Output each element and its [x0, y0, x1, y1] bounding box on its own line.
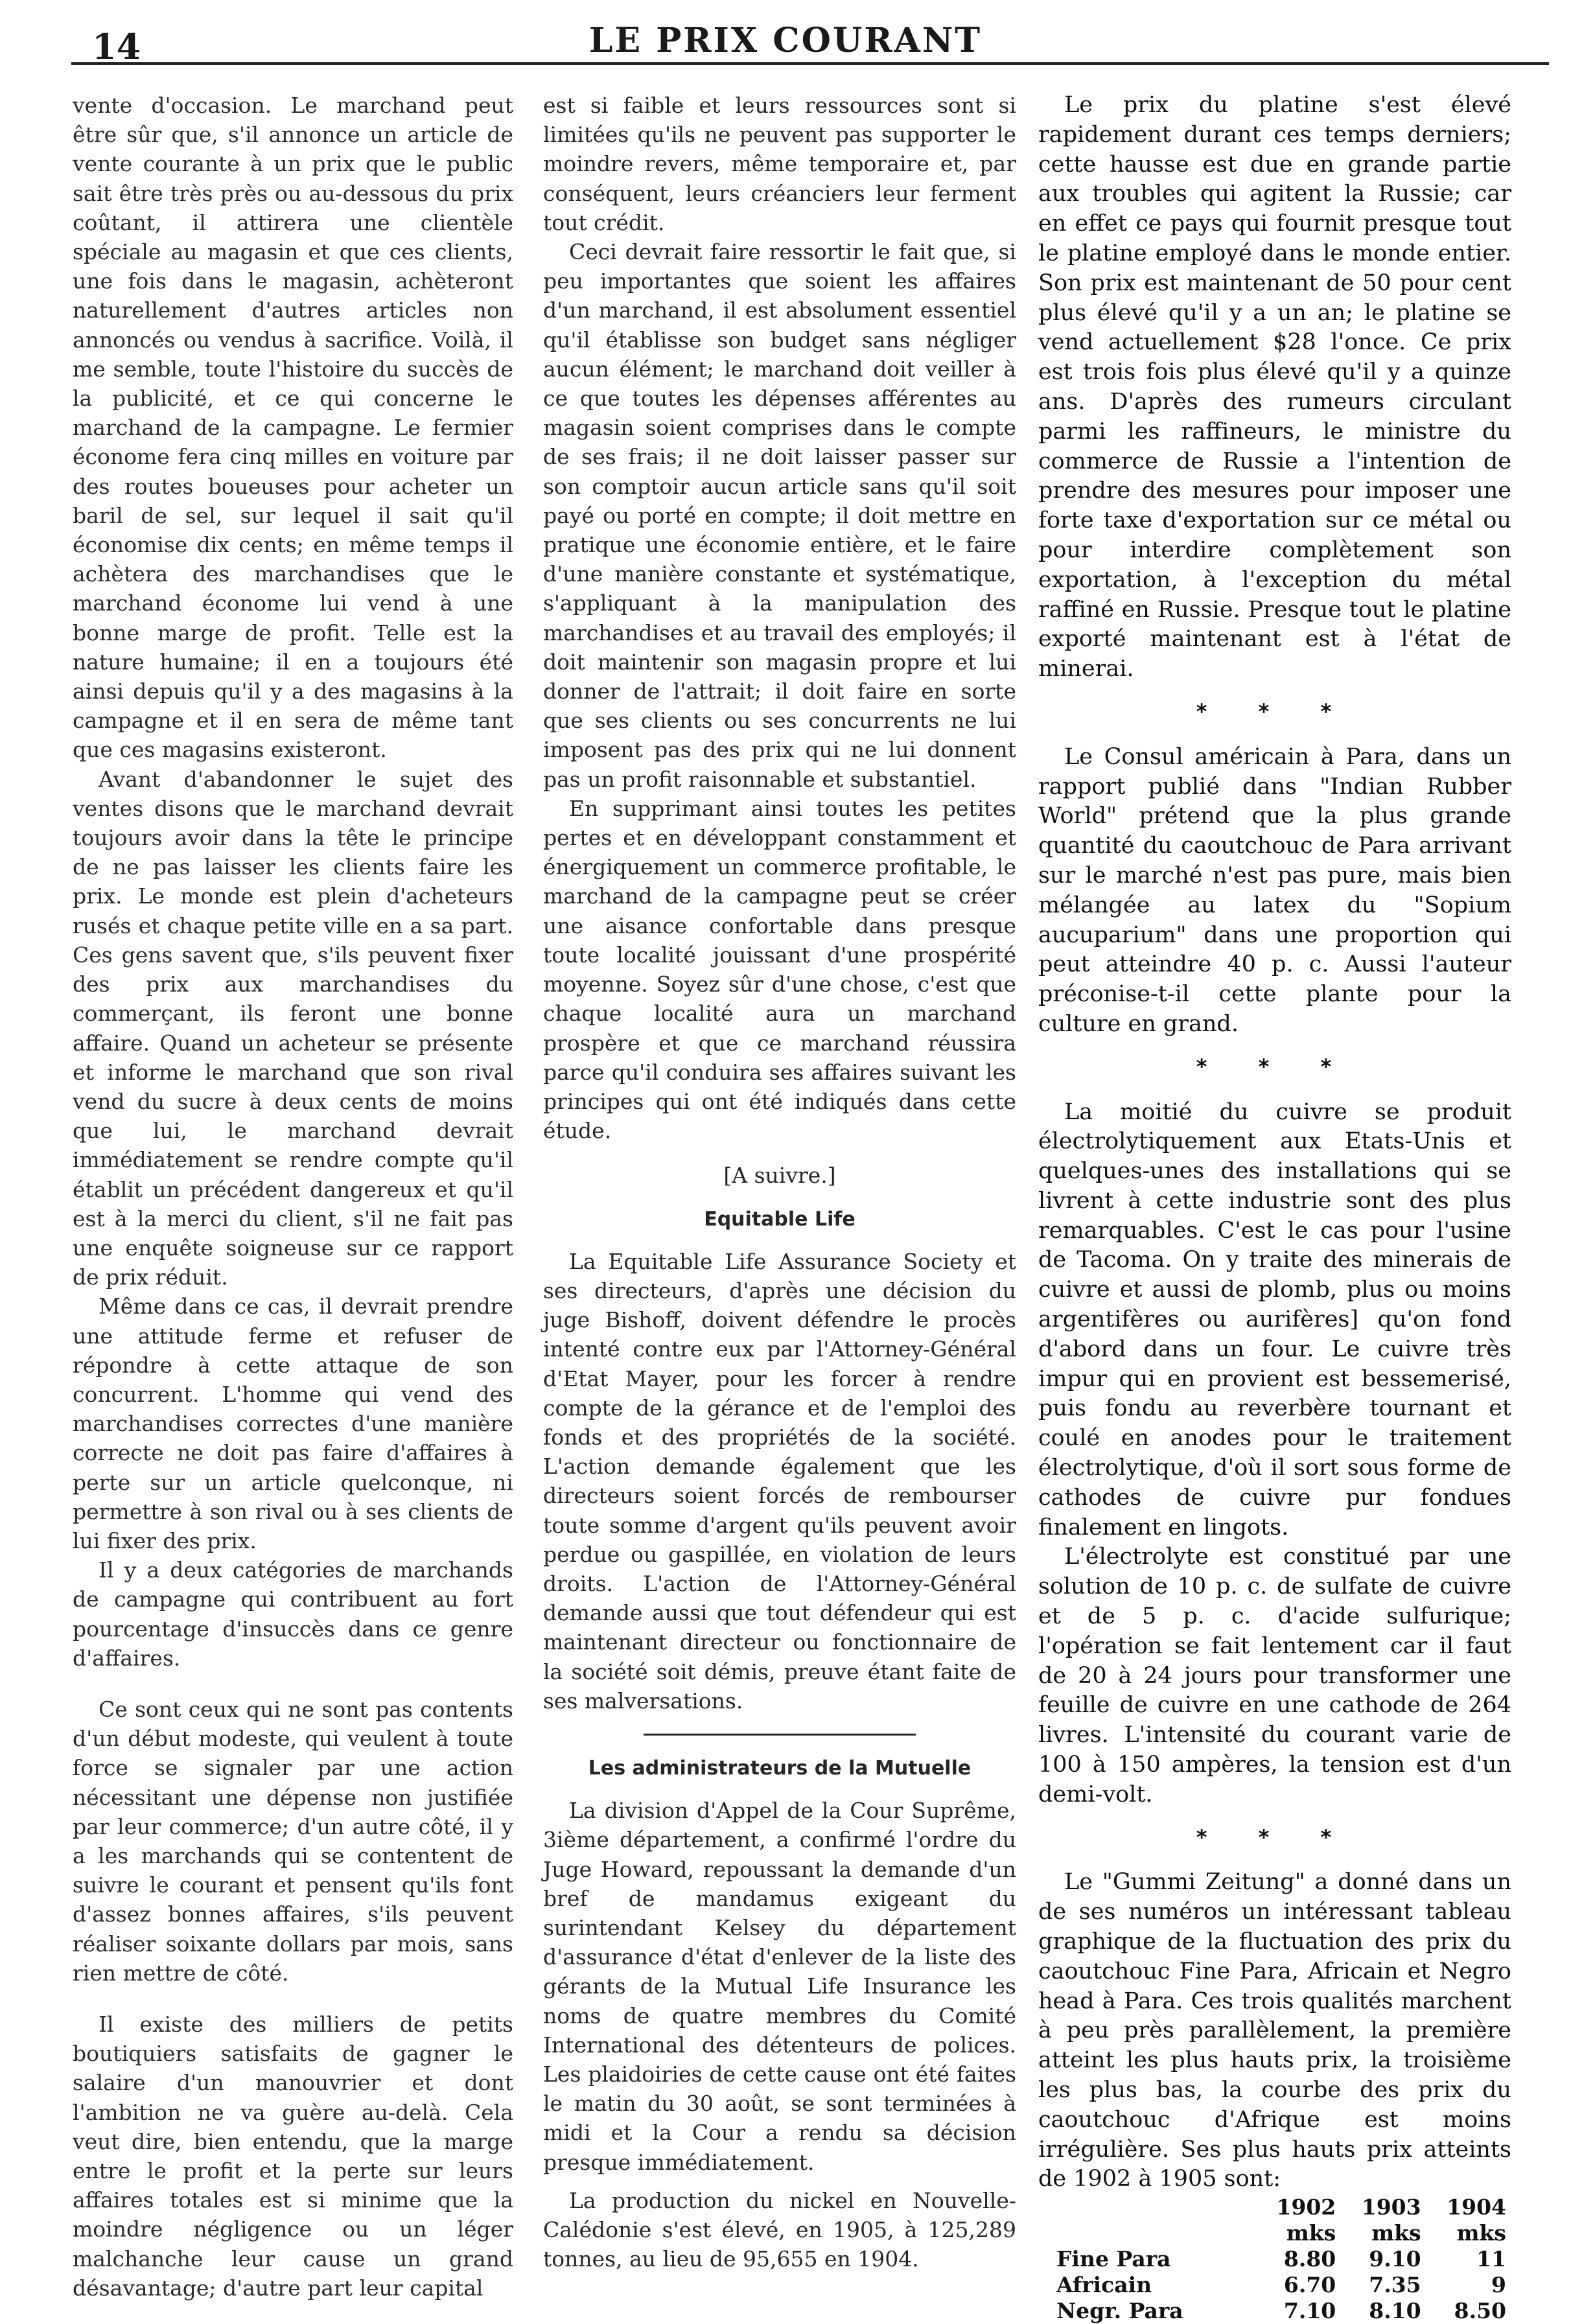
row-label: Negr. Para [1056, 2298, 1183, 2324]
paragraph: est si faible et leurs ressources sont si limitées qu'ils ne peuvent pas supporter le moindre revers, même temporaire et, par conséquent, leurs créanciers leur ferment tout crédit. [543, 93, 1016, 235]
paragraph: La moitié du cuivre se produit électrolytiquement aux Etats-Unis et quelques-unes des installations qui se livrent à cette industrie sont des plus remarquables. C'est le cas pour l'usine de Tacoma. On y traite des minerais de cuivre et aussi de plomb, plus ou moins argentifères ou aurifères] qu'on fond d'abord dans un four. Le cuivre très impur qui en provient est bessemerisé, puis fondu au reverbère tournant et coulé en anodes pour le traitement électrolytique, d'où il sort sous forme de cathodes de cuivre pur fondues finalement en lingots. [1038, 1098, 1511, 1540]
column-right [1038, 91, 1511, 2324]
header-rule [71, 62, 1549, 65]
paragraph: Il existe des milliers de petits boutiquiers satisfaits de gagner le salaire d'un manouvrier et dont l'ambition ne va guère au-delà. Cela veut dire, bien entendu, que la marge entre le profit et la perte sur leurs affaires totales est si minime que la moindre négligence ou un léger malchanche leur cause un grand désavantage; d'autre part leur capital [73, 2012, 513, 2301]
price-table [1051, 2194, 1511, 2324]
table-units-row [1051, 2220, 1511, 2246]
cell-value: 8.80 [1283, 2246, 1336, 2272]
cell-value: 11 [1476, 2246, 1506, 2272]
row-label: Fine Para [1056, 2246, 1171, 2272]
paragraph: Il y a deux catégories de marchands de campagne qui contribuent au fort pourcentage d'insuccès dans ce genre d'affaires. [73, 1557, 513, 1671]
section-heading-equitable: Equitable Life [704, 1207, 855, 1231]
paragraph: Le "Gummi Zeitung" a donné dans un de ses numéros un intéressant tableau graphique de la fluctuation des prix du caoutchouc Fine Para, Africain et Negro head à Para. Ces trois qualités marchent à peu près parallèlement, la première atteint les plus hauts prix, la troisième les plus bas, la courbe des prix du caoutchouc d'Afrique est moins irrégulière. Ses plus hauts prix atteints de 1902 à 1905 sont: [1038, 1869, 1511, 2192]
cell-value: 7.35 [1369, 2272, 1421, 2298]
year-header: 1902 [1276, 2194, 1336, 2220]
year-header: 1904 [1447, 2194, 1506, 2220]
cell-value: 8.50 [1454, 2298, 1506, 2324]
page-header [0, 0, 1571, 71]
asterism-separator: * * * [1196, 1054, 1354, 1079]
year-header: 1903 [1361, 2194, 1421, 2220]
paragraph: La production du nickel en Nouvelle-Calédonie s'est élevé, en 1905, à 125,289 tonnes, au lieu de 95,655 en 1904. [543, 2187, 1016, 2272]
paragraph: L'électrolyte est constitué par une solution de 10 p. c. de sulfate de cuivre et de 5 p. c. d'acide sulfurique; l'opération se fait lentement car il faut de 20 à 24 jours pour transformer une feuille de cuivre en une cathode de 264 livres. L'intensité du courant varie de 100 à 150 ampères, la tension est d'un demi-volt. [1038, 1544, 1511, 1807]
to-be-continued: [A suivre.] [723, 1163, 836, 1189]
paragraph: vente d'occasion. Le marchand peut être sûr que, s'il annonce un article de vente courante à un prix que le public sait être très près ou au-dessous du prix coûtant, il attirera une clientèle spéciale au magasin et que ces clients, une fois dans le magasin, achèteront naturellement d'autres articles non annoncés ou vendus à sacrifice. Voilà, il me semble, toute l'histoire du succès de la publicité, et ce qui concerne le marchand de la campagne. Le fermier économe fera cinq milles en voiture par des routes boueuses pour acheter un baril de sel, sur lequel il sait qu'il économise dix cents; en même temps il achètera des marchandises que le marchand économe lui vend à une bonne marge de profit. Telle est la nature humaine; il en a toujours été ainsi depuis qu'il y a des magasins à la campagne et il en sera de même tant que ces magasins existeront. [73, 93, 513, 763]
table-row [1051, 2298, 1511, 2324]
paragraph: Le prix du platine s'est élevé rapidement durant ces temps derniers; cette hausse est due en grande partie aux troubles qui agitent la Russie; car en effet ce pays qui fournit presque tout le platine employé dans le monde entier. Son prix est maintenant de 50 pour cent plus élevé qu'il y a un an; le platine se vend actuellement $28 l'once. Ce prix est trois fois plus élevé qu'il y a quinze ans. D'après des rumeurs circulant parmi les raffineurs, le ministre du commerce de Russie a l'intention de prendre des mesures pour imposer une forte taxe d'exportation sur ce métal ou pour interdire complètement son exportation, à l'exception du métal raffiné en Russie. Presque tout le platine exporté maintenant est à l'état de minerai. [1038, 92, 1511, 682]
paragraph: Ce sont ceux qui ne sont pas contents d'un début modeste, qui veulent à toute force se signaler par une action nécessitant une dépense non justifiée par leur commerce; d'un autre côté, il y a les marchands qui se contentent de suivre le courant et pensent qu'ils font d'assez bonnes affaires, s'ils peuvent réaliser soixante dollars par mois, sans rien mettre de côté. [73, 1696, 513, 1986]
row-label: Africain [1056, 2272, 1152, 2298]
paragraph: La division d'Appel de la Cour Suprême, 3ième département, a confirmé l'ordre du Juge Howard, repoussant la demande d'un bref de mandamus exigeant du surintendant Kelsey du département d'assurance d'état d'enlever de la liste des gérants de la Mutual Life Insurance les noms de quatre membres du Comité International des détenteurs de polices. Les plaidoiries de cette cause ont été faites le matin du 30 août, se sont terminées à midi et la Cour a rendu sa décision presque immédiatement. [543, 1798, 1016, 2175]
paragraph: Ceci devrait faire ressortir le fait que, si peu importantes que soient les affaires d'un marchand, il est absolument essentiel qu'il établisse son budget sans négliger aucun élément; le marchand doit veiller à ce que toutes les dépenses afférentes au magasin soient comprises dans le compte de ses frais; il ne doit laisser passer sur son comptoir aucun article sans qu'il soit payé ou porté en compte; il doit mettre en pratique une économie entière, et le faire d'une manière constante et systématique, s'appliquant à la manipulation des marchandises et au travail des employés; il doit maintenir son magasin propre et lui donner de l'attrait; il doit faire en sorte que ses clients ou ses concurrents ne lui imposent pas des prix qui ne lui donnent pas un profit raisonnable et substantiel. [543, 239, 1016, 792]
column-middle [543, 91, 1016, 2273]
unit-header: mks [1286, 2220, 1336, 2246]
paragraph: Même dans ce cas, il devrait prendre une attitude ferme et refuser de répondre à cette attaque de son concurrent. L'homme qui vend des marchandises correctes d'une manière correcte ne doit pas faire d'affaires à perte sur un article quelconque, ni permettre à son rival ou à ses clients de lui fixer des prix. [73, 1294, 513, 1553]
asterism-separator: * * * [1196, 699, 1354, 724]
paragraph: La Equitable Life Assurance Society et ses directeurs, d'après une décision du juge Bishoff, doivent défendre le procès intenté contre eux par l'Attorney-Général d'Etat Mayer, pour les forcer à rendre compte de la gérance et de l'emploi des fonds et des propriétés de la société. L'action demande également que les directeurs soient forcés de rembourser toute somme d'argent qu'ils peuvent avoir perdue ou gaspillée, en violation de leurs droits. L'action de l'Attorney-Général demande aussi que tout défendeur qui est maintenant directeur ou fonctionnaire de la société soit démis, preuve étant faite de ses malversations. [543, 1248, 1016, 1714]
unit-header: mks [1456, 2220, 1506, 2246]
page-title: LE PRIX COURANT [588, 21, 983, 60]
section-divider [644, 1734, 916, 1736]
cell-value: 8.10 [1369, 2298, 1421, 2324]
paragraph: Le Consul américain à Para, dans un rapport publié dans "Indian Rubber World" prétend que la plus grande quantité du caoutchouc de Para arrivant sur le marché n'est pas pure, mais bien mélangée au latex du "Sopium aucuparium" dans une proportion qui peut atteindre 40 p. c. Aussi l'auteur préconise-t-il cette plante pour la culture en grand. [1038, 743, 1511, 1037]
table-row [1051, 2246, 1511, 2272]
paragraph: En supprimant ainsi toutes les petites pertes et en développant constamment et énergiquement un commerce profitable, le marchand de la campagne peut se créer une aisance confortable dans presque toute localité jouissant d'une prospérité moyenne. Soyez sûr d'une chose, c'est que chaque localité aura un marchand prospère et que ce marchand réussira parce qu'il conduira ses affaires suivant les principes qui ont été indiqués dans cette étude. [543, 795, 1016, 1144]
cell-value: 9 [1491, 2272, 1506, 2298]
column-left [73, 91, 513, 2303]
table-header-row [1051, 2194, 1511, 2220]
section-heading-mutuelle: Les administrateurs de la Mutuelle [588, 1756, 972, 1780]
table-row [1051, 2272, 1511, 2298]
asterism-separator: * * * [1196, 1824, 1354, 1850]
cell-value: 9.10 [1369, 2246, 1421, 2272]
cell-value: 6.70 [1283, 2272, 1336, 2298]
cell-value: 7.10 [1283, 2298, 1336, 2324]
unit-header: mks [1371, 2220, 1421, 2246]
page-number: 14 [92, 26, 141, 67]
paragraph: Avant d'abandonner le sujet des ventes disons que le marchand devrait toujours avoir dans la tête le principe de ne pas laisser les clients faire les prix. Le monde est plein d'acheteurs rusés et chaque petite ville en a sa part. Ces gens savent que, s'ils peuvent fixer des prix aux marchandises du commerçant, ils feront une bonne affaire. Quand un acheteur se présente et informe le marchand que son rival vend du sucre à deux cents de moins que lui, le marchand devrait immédiatement se rendre compte qu'il établit un précédent dangereux et qu'il est à la merci du client, s'il ne fait pas une enquête soigneuse sur ce rapport de prix réduit. [73, 766, 513, 1290]
